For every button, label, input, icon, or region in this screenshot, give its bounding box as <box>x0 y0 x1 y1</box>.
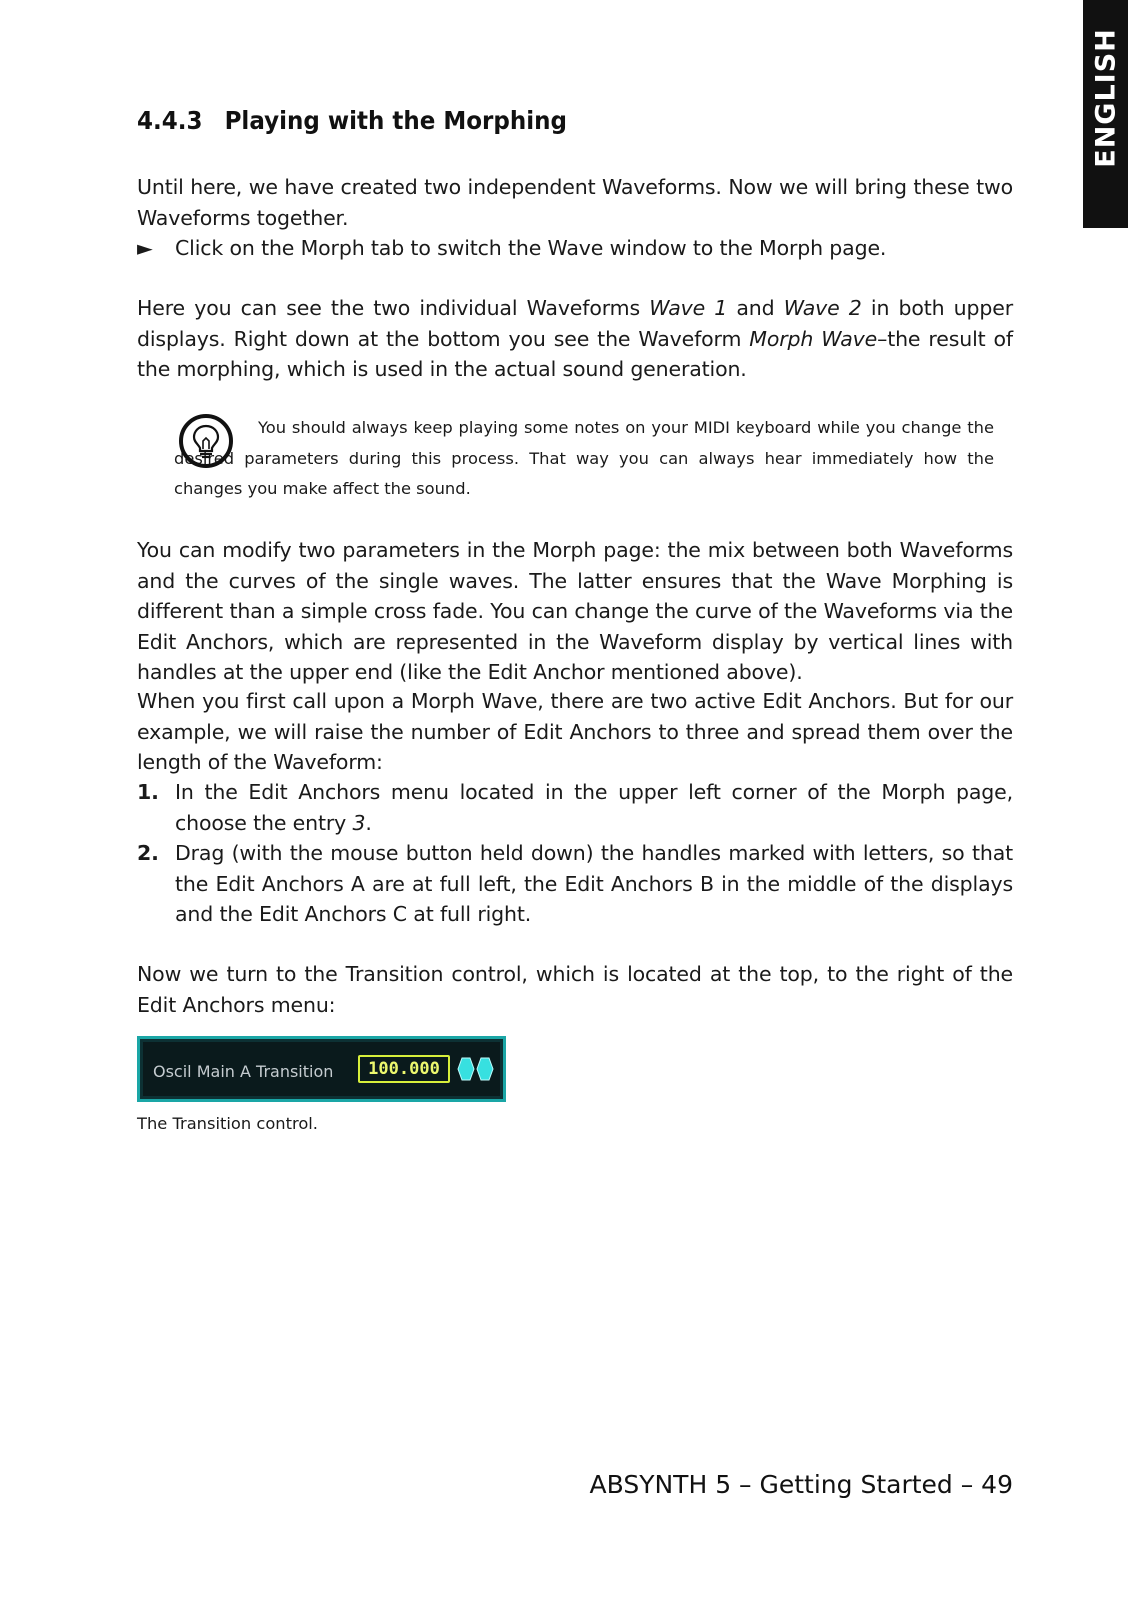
entry-value: 3 <box>352 810 366 835</box>
list-text: Drag (with the mouse button held down) the handles marked with letters, so that the Edit Anchors A are at full left, the Edit Anchors B in the middle of the displays and the Edit Anchors C at full right. <box>175 841 1013 926</box>
wave1-term: Wave 1 <box>649 296 728 320</box>
transition-paragraph: Now we turn to the Transition control, which is located at the top, to the right of the Edit Anchors menu: <box>137 962 1013 1017</box>
transition-control[interactable] <box>137 1036 506 1102</box>
displays-text: Here you can see the two individual Waveforms <box>137 296 650 320</box>
page-footer: ABSYNTH 5 – Getting Started – 49 <box>589 1470 1013 1499</box>
stepper-knobs-icon[interactable] <box>456 1055 496 1083</box>
list-text-part: In the Edit Anchors menu located in the upper left corner of the Morph page, choose the entry <box>175 780 1013 835</box>
section-title: Playing with the Morphing <box>224 106 567 135</box>
tip-box <box>174 413 994 505</box>
list-item <box>137 777 1013 838</box>
transition-label: Oscil Main A Transition <box>153 1062 334 1081</box>
instruction-step <box>137 233 1013 264</box>
list-text-part: . <box>365 810 372 835</box>
list-text <box>175 777 1013 838</box>
intro-paragraph: Until here, we have created two independent Waveforms. Now we will bring these two Waveforms together. <box>137 175 1013 230</box>
instruction-step-text: Click on the Morph tab to switch the Wave window to the Morph page. <box>175 236 887 260</box>
list-item <box>137 838 1013 930</box>
figure-caption: The Transition control. <box>137 1114 318 1133</box>
displays-text: in both upper displays. Right down at the bottom you see the Waveform <box>137 296 1013 351</box>
wave2-term: Wave 2 <box>783 296 862 320</box>
displays-paragraph <box>137 293 1013 385</box>
transition-value-field[interactable]: 100.000 <box>358 1055 450 1083</box>
section-heading <box>137 106 567 135</box>
displays-text: –the result of the morphing, which is used in the actual sound generation. <box>137 326 1013 381</box>
modify-paragraph: You can modify two parameters in the Morph page: the mix between both Waveforms and the curves of the single waves. The latter ensures that the Wave Morphing is different than a simple cross fade. You can change the curve of the Waveforms via the Edit Anchors, which are represented in the Waveform display by vertical lines with handles at the upper end (like the Edit Anchor mentioned above). <box>137 538 1013 684</box>
transition-control-panel <box>143 1042 500 1096</box>
section-number: 4.4.3 <box>137 106 203 135</box>
lightbulb-icon <box>178 413 234 469</box>
arrow-icon: ► <box>137 236 153 260</box>
list-number: 2. <box>137 841 159 865</box>
language-tab <box>1083 0 1128 228</box>
morph-wave-term: Morph Wave <box>749 326 878 351</box>
language-tab-label: ENGLISH <box>1090 28 1121 168</box>
displays-text: and <box>727 296 784 320</box>
list-number: 1. <box>137 780 159 804</box>
tip-text: You should always keep playing some notes on your MIDI keyboard while you change the desired parameters during this process. That way you can always hear immediately how the changes you make affect the sound. <box>174 418 994 498</box>
first-call-paragraph: When you first call upon a Morph Wave, there are two active Edit Anchors. But for our example, we will raise the number of Edit Anchors to three and spread them over the length of the Waveform: <box>137 689 1013 774</box>
